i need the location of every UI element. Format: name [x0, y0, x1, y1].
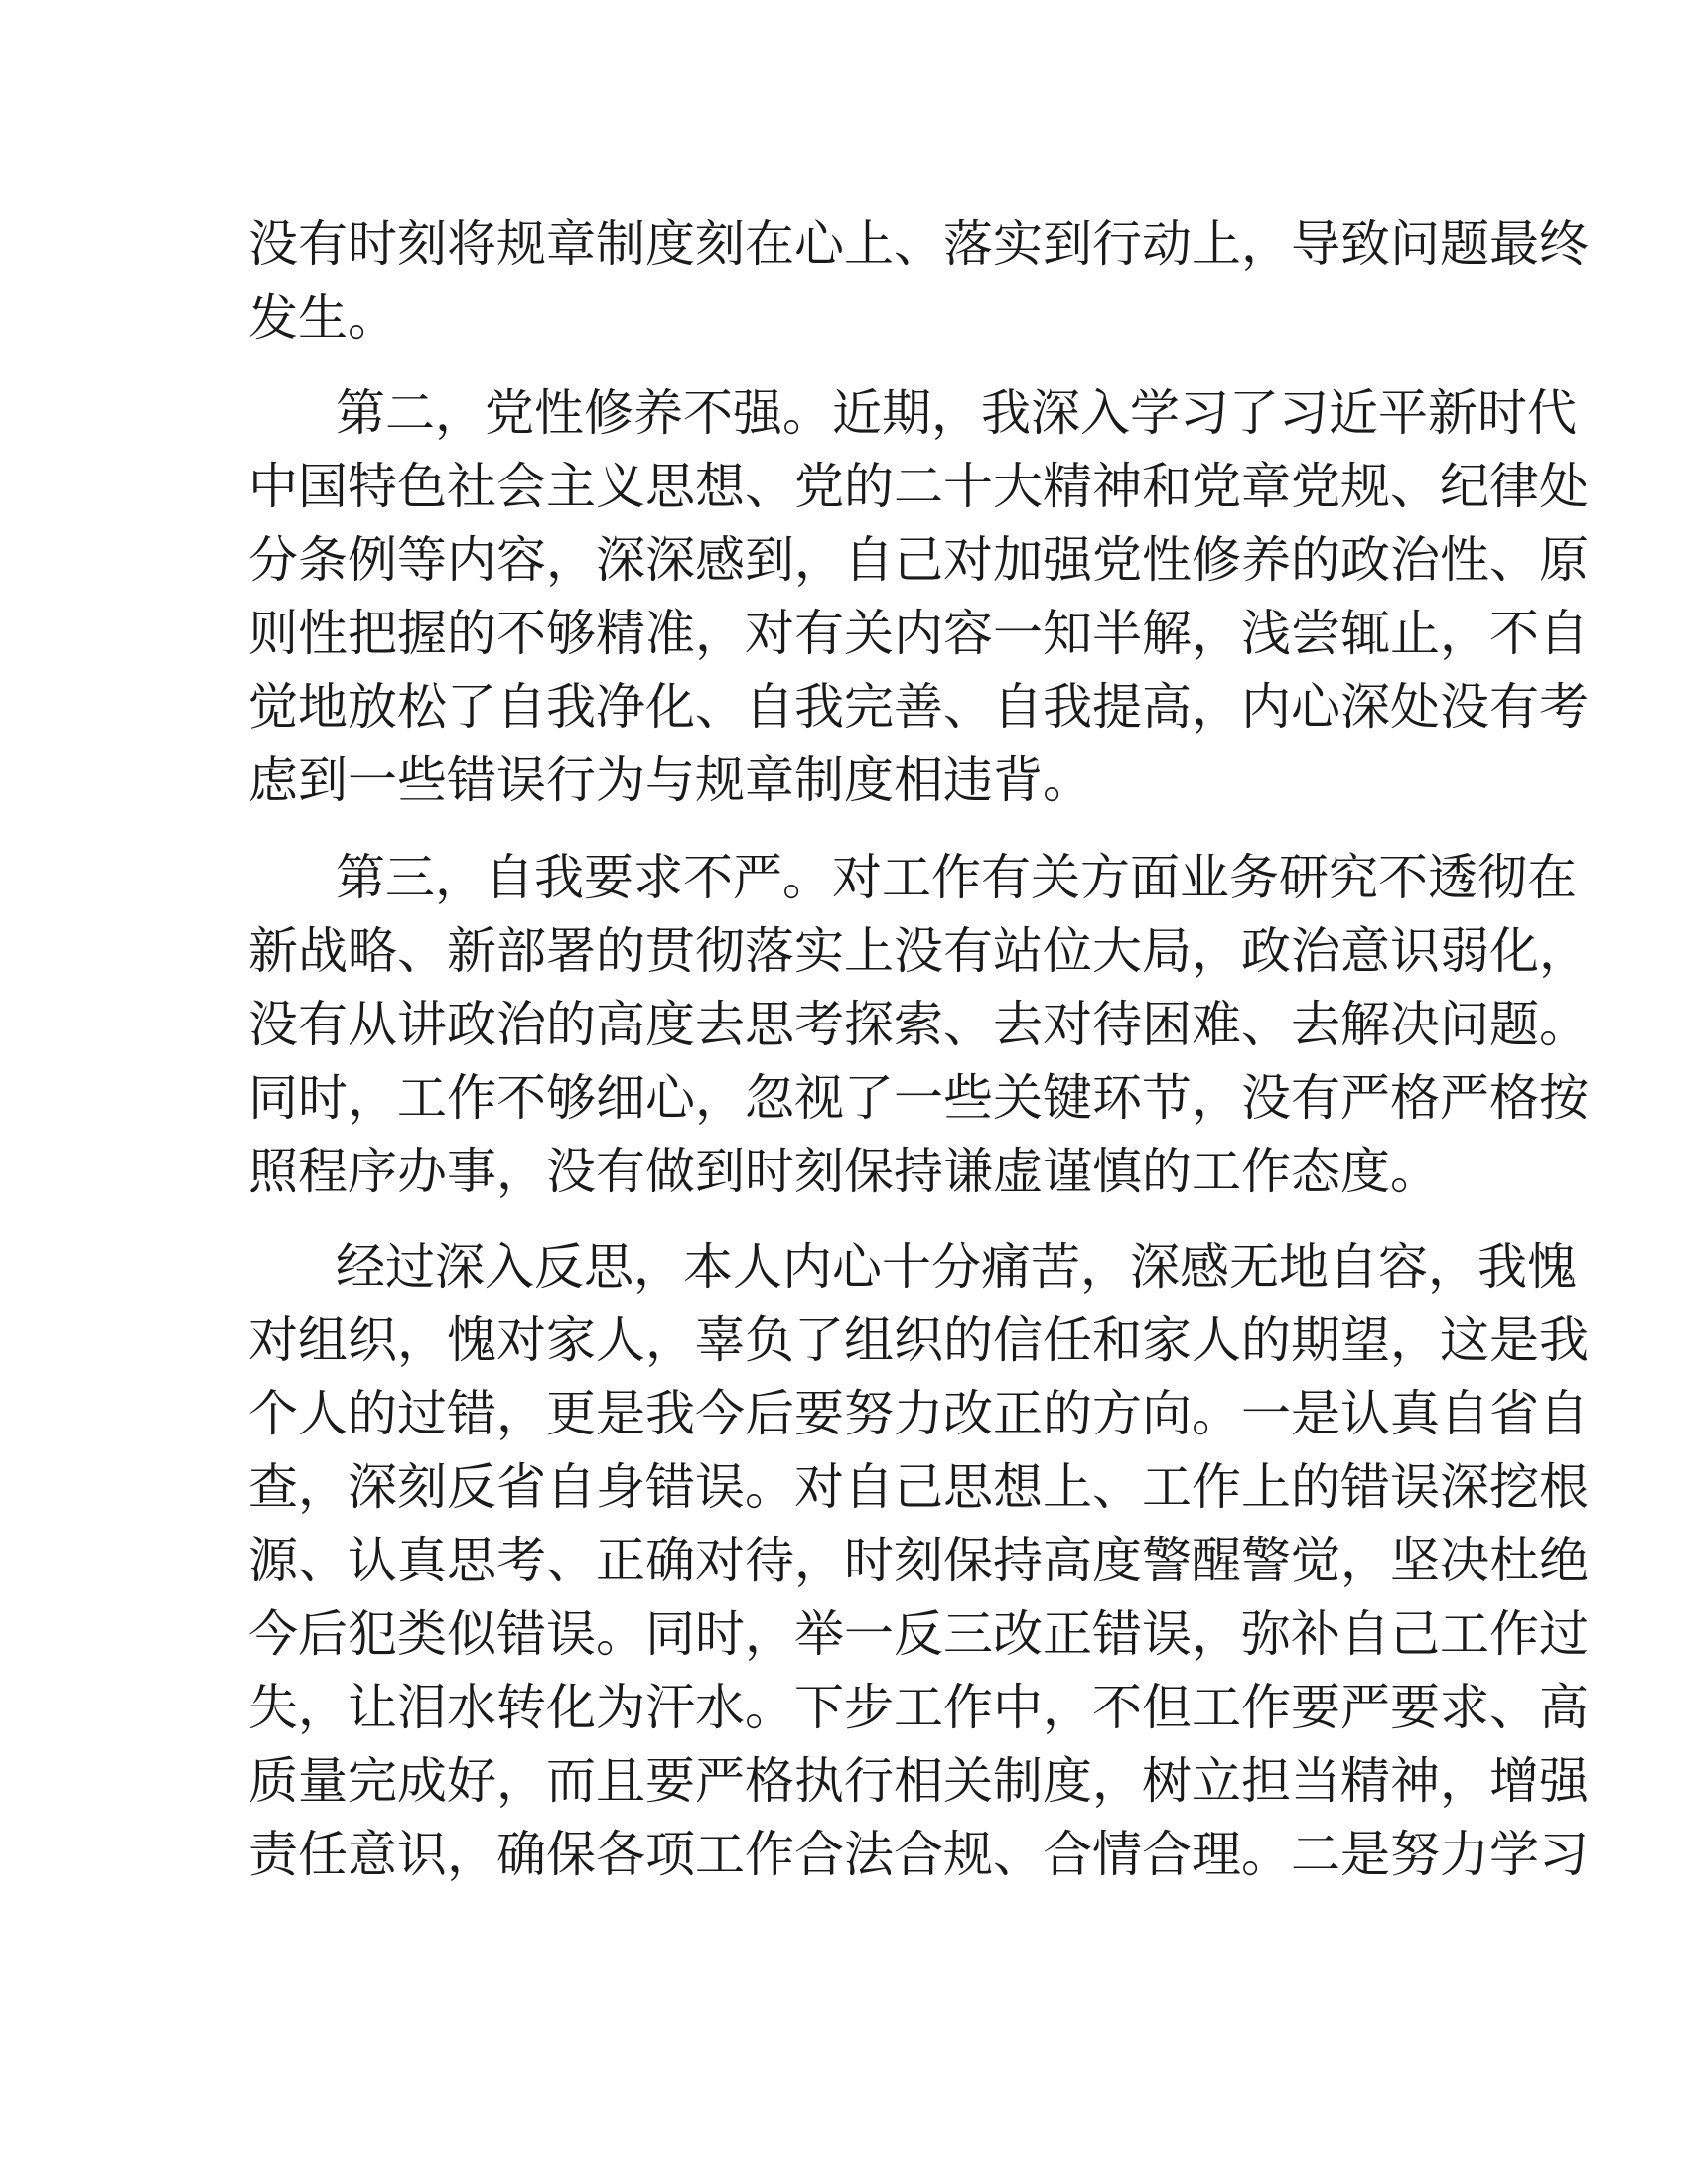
- text-line: 照程序办事，没有做到时刻保持谦虚谨慎的工作态度。: [248, 1143, 1440, 1200]
- text-line: 个人的过错，更是我今后要努力改正的方向。一是认真自省自: [248, 1385, 1589, 1442]
- text-line: 对组织，愧对家人，辜负了组织的信任和家人的期望，这是我: [248, 1311, 1589, 1369]
- text-line: 源、认真思考、正确对待，时刻保持高度警醒警觉，坚决杜绝: [248, 1532, 1589, 1589]
- text-line: 查，深刻反省自身错误。对自己思想上、工作上的错误深挖根: [248, 1458, 1589, 1516]
- text-line: 第三，自我要求不严。对工作有关方面业务研究不透彻在: [336, 849, 1577, 906]
- text-line: 中国特色社会主义思想、党的二十大精神和党章党规、纪律处: [248, 458, 1589, 515]
- text-line: 虑到一些错误行为与规章制度相违背。: [248, 751, 1092, 809]
- text-line: 第二，党性修养不强。近期，我深入学习了习近平新时代: [336, 384, 1577, 442]
- text-line: 新战略、新部署的贯彻落实上没有站位大局，政治意识弱化，: [248, 922, 1589, 980]
- text-line: 觉地放松了自我净化、自我完善、自我提高，内心深处没有考: [248, 678, 1589, 736]
- text-line: 今后犯类似错误。同时，举一反三改正错误，弥补自己工作过: [248, 1605, 1589, 1663]
- text-line: 同时，工作不够细心，忽视了一些关键环节，没有严格严格按: [248, 1069, 1589, 1127]
- text-line: 没有时刻将规章制度刻在心上、落实到行动上，导致问题最终: [248, 215, 1589, 273]
- text-line: 则性把握的不够精准，对有关内容一知半解，浅尝辄止，不自: [248, 605, 1589, 662]
- text-line: 没有从讲政治的高度去思考探索、去对待困难、去解决问题。: [248, 996, 1589, 1053]
- text-line: 责任意识，确保各项工作合法合规、合情合理。二是努力学习: [248, 1826, 1589, 1883]
- text-line: 分条例等内容，深深感到，自己对加强党性修养的政治性、原: [248, 531, 1589, 589]
- text-line: 质量完成好，而且要严格执行相关制度，树立担当精神，增强: [248, 1752, 1589, 1810]
- text-line: 发生。: [248, 289, 397, 346]
- text-line: 经过深入反思，本人内心十分痛苦，深感无地自容，我愧: [336, 1238, 1577, 1296]
- text-line: 失，让泪水转化为汗水。下步工作中，不但工作要严要求、高: [248, 1679, 1589, 1736]
